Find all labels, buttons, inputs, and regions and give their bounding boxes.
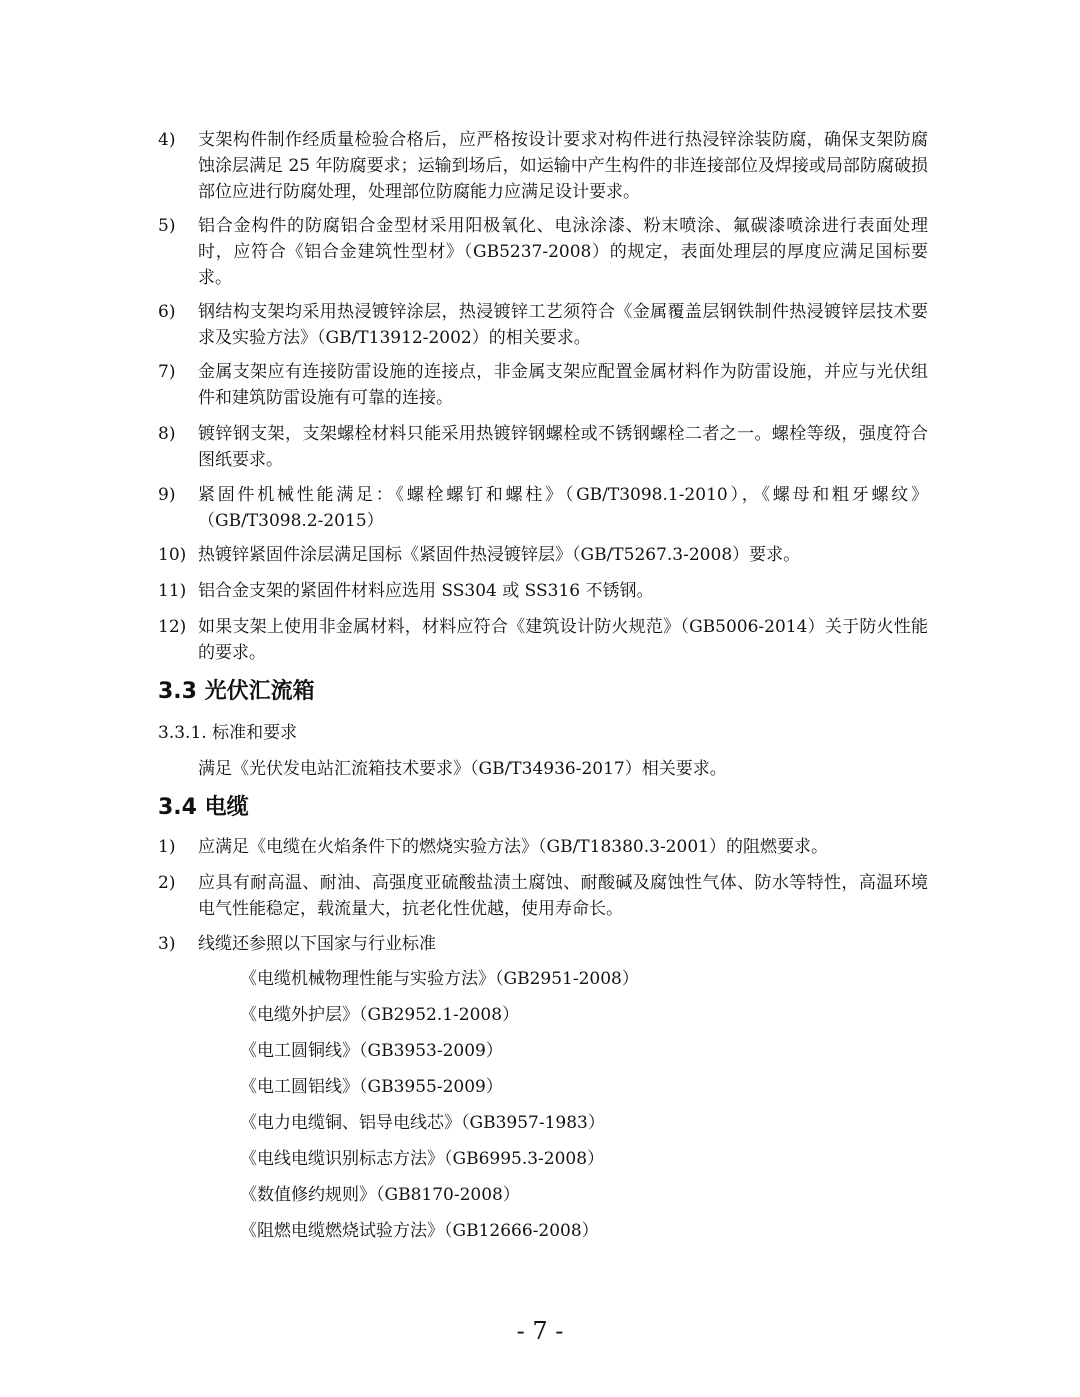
item-number: 2) bbox=[158, 873, 176, 893]
item-text: 支架构件制作经质量检验合格后，应严格按设计要求对构件进行热浸锌涂装防腐，确保支架防腐蚀涂层满足 25 年防腐要求；运输到场后，如运输中产生构件的非连接部位及焊接或局部防腐破损部位应进行防腐处理，处理部位防腐能力应满足设计要求。 bbox=[198, 130, 928, 202]
item-number: 10) bbox=[158, 545, 187, 565]
item-number: 9) bbox=[158, 485, 176, 505]
section-text: 满足《光伏发电站汇流箱技术要求》（GB/T34936-2017）相关要求。 bbox=[198, 759, 727, 779]
item-text: 钢结构支架均采用热浸镀锌涂层，热浸镀锌工艺须符合《金属覆盖层钢铁制件热浸镀锌层技术要求及实验方法》（GB/T13912-2002）的相关要求。 bbox=[198, 302, 928, 348]
list-item bbox=[158, 834, 928, 860]
standard-reference: 《电缆外护层》（GB2952.1-2008） bbox=[240, 1005, 520, 1025]
list-item bbox=[158, 578, 928, 604]
list-item bbox=[158, 299, 928, 351]
item-number: 12) bbox=[158, 617, 187, 637]
standard-reference: 《电缆机械物理性能与实验方法》（GB2951-2008） bbox=[240, 969, 639, 989]
list-item bbox=[158, 359, 928, 411]
item-number: 5) bbox=[158, 216, 176, 236]
list-item bbox=[158, 542, 928, 568]
subsection-heading-3-3-1: 3.3.1. 标准和要求 bbox=[158, 723, 298, 743]
item-number: 3) bbox=[158, 934, 176, 954]
list-item bbox=[158, 213, 928, 291]
standard-reference: 《电工圆铝线》（GB3955-2009） bbox=[240, 1077, 503, 1097]
item-text: 线缆还参照以下国家与行业标准 bbox=[198, 934, 436, 954]
item-text: 热镀锌紧固件涂层满足国标《紧固件热浸镀锌层》（GB/T5267.3-2008）要求。 bbox=[198, 545, 801, 565]
item-number: 4) bbox=[158, 130, 176, 150]
list-item bbox=[158, 127, 928, 205]
standard-reference: 《电线电缆识别标志方法》（GB6995.3-2008） bbox=[240, 1149, 605, 1169]
item-number: 8) bbox=[158, 424, 176, 444]
standard-reference: 《数值修约规则》（GB8170-2008） bbox=[240, 1185, 520, 1205]
section-heading-3-3: 3.3 光伏汇流箱 bbox=[158, 679, 315, 704]
standard-reference: 《电力电缆铜、铝导电线芯》（GB3957-1983） bbox=[240, 1113, 605, 1133]
item-text: 铝合金构件的防腐铝合金型材采用阳极氧化、电泳涂漆、粉末喷涂、氟碳漆喷涂进行表面处理时，应符合《铝合金建筑性型材》（GB5237-2008）的规定，表面处理层的厚度应满足国标要求。 bbox=[198, 216, 928, 288]
item-number: 1) bbox=[158, 837, 176, 857]
item-number: 11) bbox=[158, 581, 187, 601]
item-text: 紧固件机械性能满足：《螺栓螺钉和螺柱》（GB/T3098.1-2010），《螺母和粗牙螺纹》（GB/T3098.2-2015） bbox=[198, 485, 928, 531]
page-number: - 7 - bbox=[516, 1317, 564, 1345]
standard-reference: 《阻燃电缆燃烧试验方法》（GB12666-2008） bbox=[240, 1221, 599, 1241]
item-text: 应具有耐高温、耐油、高强度亚硫酸盐渍土腐蚀、耐酸碱及腐蚀性气体、防水等特性，高温环境电气性能稳定，载流量大，抗老化性优越，使用寿命长。 bbox=[198, 873, 928, 919]
item-text: 金属支架应有连接防雷设施的连接点，非金属支架应配置金属材料作为防雷设施，并应与光伏组件和建筑防雷设施有可靠的连接。 bbox=[198, 362, 928, 408]
item-number: 7) bbox=[158, 362, 176, 382]
standard-reference: 《电工圆铜线》（GB3953-2009） bbox=[240, 1041, 503, 1061]
list-item bbox=[158, 421, 928, 473]
item-text: 镀锌钢支架，支架螺栓材料只能采用热镀锌钢螺栓或不锈钢螺栓二者之一。螺栓等级，强度符合图纸要求。 bbox=[198, 424, 928, 470]
section-heading-3-4: 3.4 电缆 bbox=[158, 795, 249, 820]
list-item bbox=[158, 614, 928, 666]
item-text: 如果支架上使用非金属材料，材料应符合《建筑设计防火规范》（GB5006-2014）关于防火性能的要求。 bbox=[198, 617, 928, 663]
item-number: 6) bbox=[158, 302, 176, 322]
item-text: 应满足《电缆在火焰条件下的燃烧实验方法》（GB/T18380.3-2001）的阻燃要求。 bbox=[198, 837, 828, 857]
list-item bbox=[158, 482, 928, 534]
list-item bbox=[158, 870, 928, 922]
list-item bbox=[158, 931, 928, 957]
item-text: 铝合金支架的紧固件材料应选用 SS304 或 SS316 不锈钢。 bbox=[198, 581, 654, 601]
